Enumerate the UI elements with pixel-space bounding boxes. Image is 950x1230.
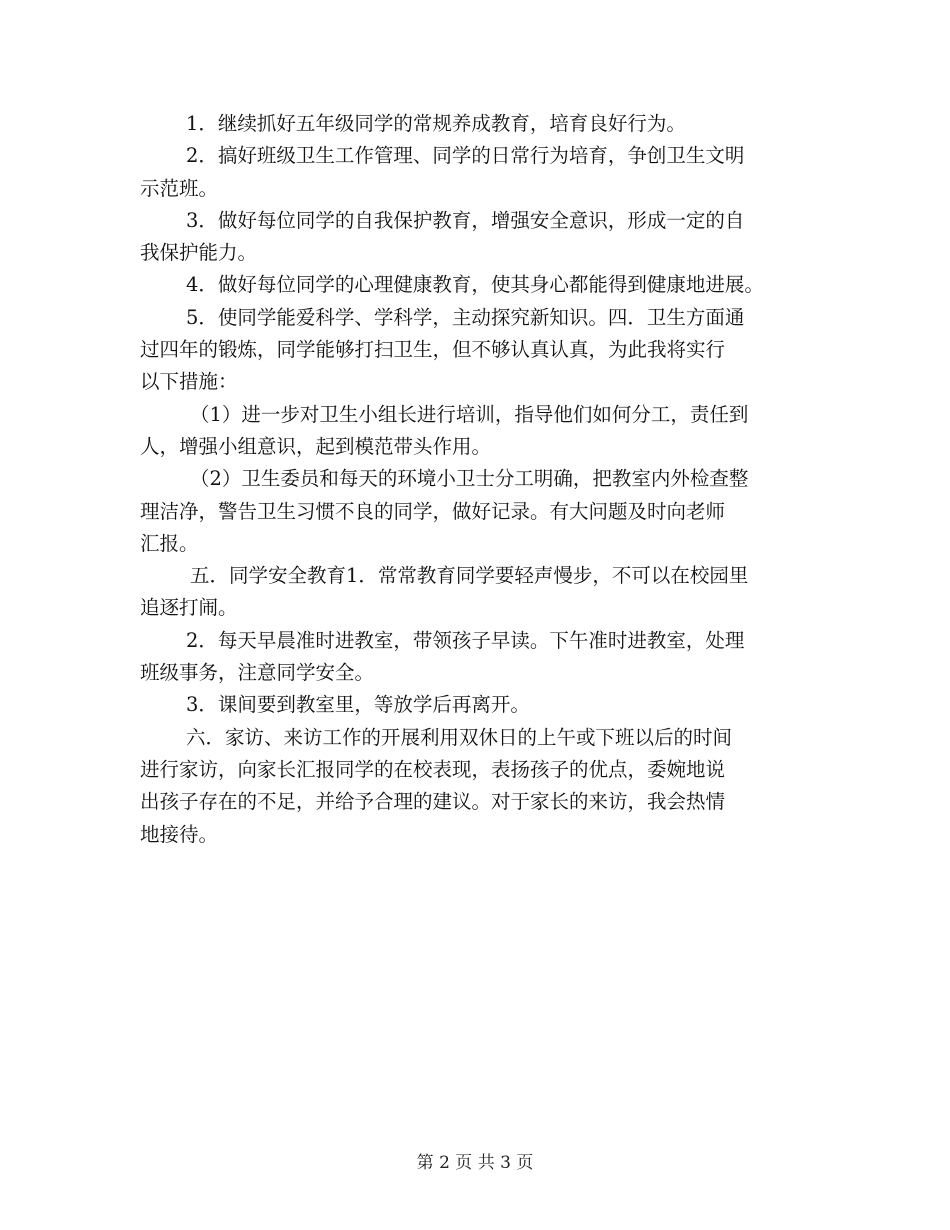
paragraph-line: 五．同学安全教育1．常常教育同学要轻声慢步，不可以在校园里 <box>190 564 749 588</box>
paragraph-line: 4．做好每位同学的心理健康教育，使其身心都能得到健康地进展。 <box>186 273 764 297</box>
paragraph-line: 六．家访、来访工作的开展利用双休日的上午或下班以后的时间 <box>186 725 733 749</box>
paragraph-line: 出孩子存在的不足，并给予合理的建议。对于家长的来访，我会热情 <box>140 790 726 814</box>
paragraph-line: 地接待。 <box>140 822 219 846</box>
paragraph-line: 汇报。 <box>140 531 199 555</box>
paragraph-line: 5．使同学能爱科学、学科学，主动探究新知识。四．卫生方面通 <box>186 305 745 329</box>
paragraph-line: 追逐打闹。 <box>140 596 238 620</box>
paragraph-line: 1．继续抓好五年级同学的常规养成教育，培育良好行为。 <box>186 112 686 135</box>
paragraph-line: 过四年的锻炼，同学能够打扫卫生，但不够认真认真，为此我将实行 <box>140 338 726 362</box>
paragraph-line: 进行家访，向家长汇报同学的在校表现，表扬孩子的优点，委婉地说 <box>140 757 726 781</box>
paragraph-line: 我保护能力。 <box>140 241 258 265</box>
paragraph-line: 2．每天早晨准时进教室，带领孩子早读。下午准时进教室，处理 <box>186 628 745 652</box>
paragraph-line: 以下措施： <box>140 370 238 394</box>
document-body <box>140 108 820 851</box>
page-number-footer: 第 2 页 共 3 页 <box>416 1153 534 1173</box>
paragraph-line: 示范班。 <box>140 176 219 200</box>
paragraph-line: 2．搞好班级卫生工作管理、同学的日常行为培育，争创卫生文明 <box>186 144 745 168</box>
paragraph-line: （1）进一步对卫生小组长进行培训，指导他们如何分工，责任到 <box>190 402 749 426</box>
paragraph-line: 3．做好每位同学的自我保护教育，增强安全意识，形成一定的自 <box>186 208 745 232</box>
paragraph-line: 人，增强小组意识，起到模范带头作用。 <box>140 434 492 458</box>
paragraph-line: 理洁净，警告卫生习惯不良的同学，做好记录。有大问题及时向老师 <box>140 499 726 523</box>
paragraph-line: 班级事务，注意同学安全。 <box>140 661 375 685</box>
paragraph-line: （2）卫生委员和每天的环境小卫士分工明确，把教室内外检查整 <box>190 467 749 491</box>
paragraph-line: 3．课间要到教室里，等放学后再离开。 <box>186 693 530 717</box>
